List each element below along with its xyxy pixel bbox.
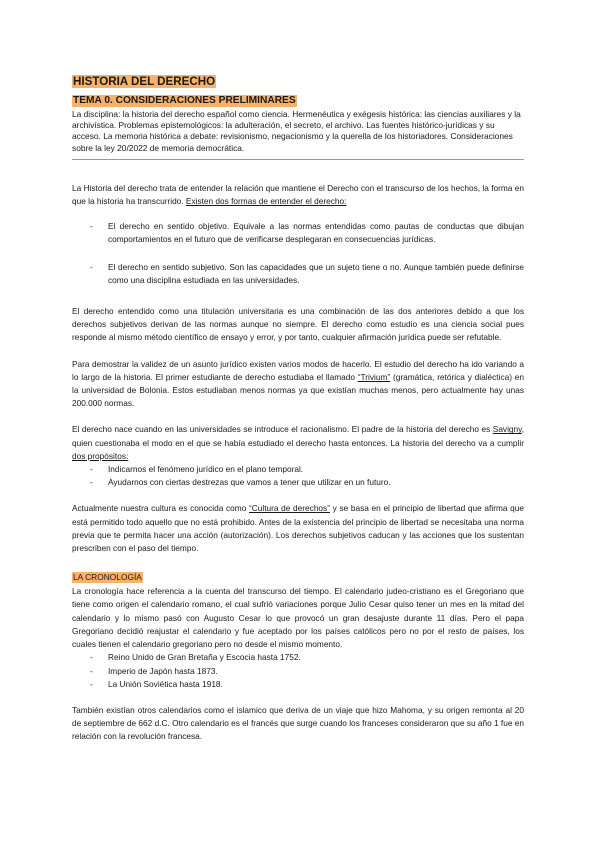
list-item [72, 651, 524, 664]
dash-bullet: - [90, 221, 93, 232]
list-item-text: Imperio de Japón hasta 1873. [108, 665, 218, 676]
list-item-text: El derecho en sentido objetivo. Equivale a las normas entendidas como pautas de conductas que dibujan comportamientos en el futuro que de verificarse desplegaran en consecuencias jurídicas. [108, 221, 524, 245]
underlined-phrase: Existen dos formas de entender el derecho: [185, 196, 347, 207]
paragraph-other-calendars: También existían otros calendarios como el islamico que deriva de un viaje que hizo Mahoma, y su origen remonta al 20 de septiembre de 662 d.C. Otro calendario es el francés que surge cuando los franceses consideraron que su año 1 fue en relación con la revolución francesa. [72, 704, 525, 742]
paragraph-text: y se basa en el principio de libertad que afirma que está permitido todo aquello que no está prohibido. Antes de la existencia del principio de libertad se necesitaba una norma previa que te permita hacer una acción (autorización). Los derechos subjetivos caducan y las acciones que los sustentan prescriben con el paso del tiempo. [72, 503, 524, 554]
list-item-text: La Unión Soviética hasta 1918. [108, 678, 223, 689]
dash-bullet: - [90, 665, 93, 676]
document-page [72, 72, 524, 744]
list-item-text: Reino Unido de Gran Bretaña y Escocia hasta 1752. [108, 652, 301, 663]
list-item [72, 665, 524, 678]
paragraph-text: La Historia del derecho trata de entender la relación que mantiene el Derecho con el transcurso de los hechos, la forma en que la historia ha transcurrido. [72, 182, 524, 207]
paragraph-text: Actualmente nuestra cultura es conocida como [72, 503, 249, 514]
underlined-phrase: Savigny [492, 424, 522, 435]
dash-bullet: - [90, 678, 93, 689]
list-item [72, 220, 524, 246]
purposes-list [72, 463, 524, 489]
section-heading: LA CRONOLOGÍA [73, 572, 142, 583]
paragraph-calendar: La cronología hace referencia a la cuenta del transcurso del tiempo. El calendario judeo-cristiano es el Gregoriano que tiene como origen el calendario romano, el cual sufrió variaciones porque Julio Cesar quiso tener un mes en la mitad del calendario y lo mismo pasó con Augusto Cesar lo que provocó un gran desajuste durante 11 días. Pero el papa Gregoriano decidió reajustar el calendario y fue aceptado por los países católicos pero no por el resto de países, los cuales tienen el calendario gregoriano pero no desde el mismo momento. [72, 586, 524, 650]
forms-list [72, 220, 524, 287]
header-divider [72, 159, 524, 160]
dash-bullet: - [90, 464, 93, 475]
underlined-phrase: “Trivium” [357, 371, 391, 382]
list-item-text: Indicarnos el fenómeno jurídico en el plano temporal. [108, 464, 304, 475]
underlined-phrase: dos propósitos: [72, 450, 129, 461]
paragraph-degree: El derecho entendido como una titulación universitaria es una combinación de las dos anteriores debido a que los derechos subjetivos derivan de las normas aunque no siempre. El derecho como estudio es una ciencia social pues responde al mismo método científico de ensayo y error, y por tanto, cualquier afirmación jurídica puede ser refutable. [72, 306, 524, 343]
topic-subtitle: TEMA 0. CONSIDERACIONES PRELIMINARES [73, 95, 296, 106]
paragraph-trivium [72, 358, 524, 411]
paragraph-culture [72, 502, 524, 555]
paragraph-intro [72, 182, 524, 208]
list-item [72, 678, 524, 691]
list-item [72, 463, 524, 476]
dash-bullet: - [90, 652, 93, 663]
paragraph-text: , quien cuestionaba el modo en el que se había estudiado el derecho hasta entonces. La historia del derecho va a cumplir [72, 424, 524, 448]
underlined-phrase: “Cultura de derechos” [248, 503, 330, 514]
paragraph-text: El derecho nace cuando en las universidades se introduce el racionalismo. El padre de la historia del derecho es [72, 424, 493, 435]
document-title: HISTORIA DEL DERECHO [73, 75, 216, 88]
section-cronologia [72, 567, 524, 743]
list-item-text: El derecho en sentido subjetivo. Son las capacidades que un sujeto tiene o no. Aunque también puede definirse como una disciplina estudiada en las universidades. [108, 261, 524, 285]
dash-bullet: - [90, 477, 93, 488]
dash-bullet: - [90, 261, 93, 272]
list-item [72, 476, 524, 489]
countries-list [72, 651, 524, 691]
list-item-text: Ayudarnos con ciertas destrezas que vamos a tener que utilizar en un futuro. [108, 477, 391, 488]
paragraph-text: (gramática, retórica y dialéctica) en la universidad de Bolonia. Estos estudiaban menos normas ya que existían muchas menos, pero actualmente hay unas 200.000 normas. [72, 371, 524, 409]
list-item [72, 261, 524, 287]
paragraph-text: Para demostrar la validez de un asunto jurídico existen varios modos de hacerlo. El estudio del derecho ha ido variando a lo largo de la historia. El primer estudiante de derecho estudiaba el llamado [72, 358, 524, 382]
document-header [72, 72, 524, 160]
topic-summary: La disciplina: la historia del derecho español como ciencia. Hermenéutica y exégesis histórica: las ciencias auxiliares y la archivística. Problemas epistemológicos: la adulteración, el secreto, el archivo. Las fuentes histórico-jurídicas y su acceso. La memoria histórica a debate: revisionismo, negacionismo y la querella de los historiadores. Consideraciones sobre la ley 20/2022 de memoria democrática. [72, 109, 521, 153]
paragraph-savigny [72, 423, 524, 463]
